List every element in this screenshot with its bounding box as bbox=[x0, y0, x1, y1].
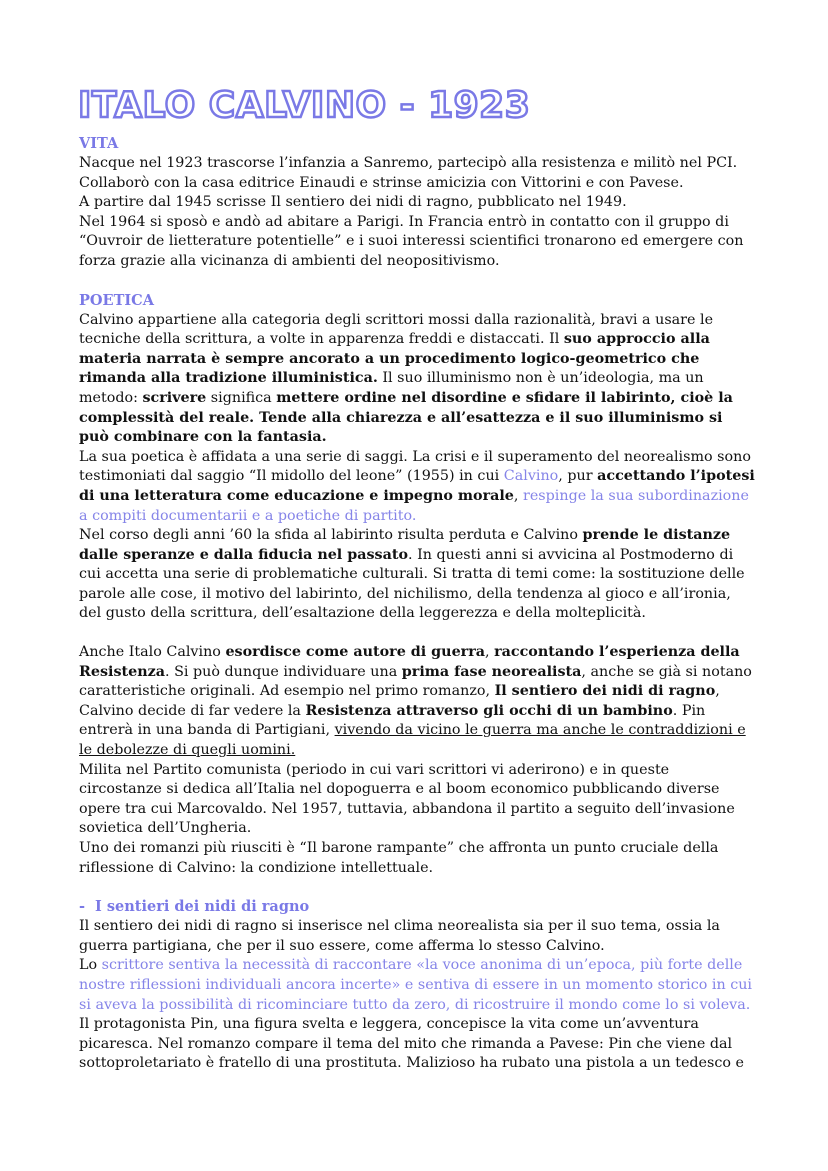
text-run: Nel corso degli anni ’60 la sfida al labirinto risulta perduta e Calvino bbox=[79, 527, 583, 544]
vita-line: Nacque nel 1923 trascorse l’infanzia a Sanremo, partecipò alla resistenza e militò nel PCI. bbox=[79, 155, 738, 171]
poetica-paragraph bbox=[79, 448, 755, 526]
text-run: Calvino appartiene alla categoria degli scrittori mossi dalla razionalità, bravi a usare le tecniche della scrittura, a volte in apparenza freddi e distaccati. Il bbox=[79, 311, 714, 348]
bold-run: raccontando l’esperienza della Resistenza bbox=[79, 644, 740, 680]
bold-run: prende le distanze dalle speranze e dalla fiducia nel passato bbox=[79, 527, 731, 563]
section-heading-label: I sentieri dei nidi di ragno bbox=[95, 898, 310, 916]
text-run: significa bbox=[206, 389, 277, 406]
poetica-paragraph: Uno dei romanzi più riusciti è “Il barone rampante” che affronta un punto cruciale della riflessione di Calvino: la condizione intellettuale. bbox=[79, 840, 719, 876]
vita-line: Collaborò con la casa editrice Einaudi e strinse amicizia con Vittorini e con Pavese. bbox=[79, 174, 684, 191]
highlight-run: respinge la sua subordinazione a compiti documentarii e a poetiche di partito. bbox=[79, 487, 749, 524]
text-run: , bbox=[513, 487, 523, 504]
bold-run: Resistenza attraverso gli occhi di un bambino bbox=[305, 702, 673, 719]
page-title: ITALO CALVINO - 1923 bbox=[78, 85, 531, 126]
bold-run: scrivere bbox=[142, 389, 207, 406]
text-run: , anche se già si notano caratteristiche originali. Ad esempio nel primo romanzo, bbox=[79, 663, 752, 700]
sentieri-paragraph bbox=[79, 956, 755, 1015]
poetica-paragraph bbox=[79, 526, 755, 624]
poetica-paragraph bbox=[79, 643, 755, 761]
text-run: Il suo illuminismo non è un’ideologia, ma un metodo: bbox=[79, 370, 704, 406]
vita-line: Nel 1964 si sposò e andò ad abitare a Parigi. In Francia entrò in contatto con il gruppo di “Ouvroir de lietterature potentielle” e i suoi interessi scientifici tronarono ed emergere con forza grazie alla vicinanza di ambienti del neopositivismo. bbox=[79, 213, 744, 269]
text-run: , pur bbox=[558, 468, 598, 485]
highlight-run: scrittore sentiva la necessità di raccontare «la voce anonima di un’epoca, più forte delle nostre riflessioni individuali ancora incerte» e sentiva di essere in un momento storico in cui si aveva la possibilità di ricominciare tutto da zero, di ricostruire il mondo come lo si voleva. bbox=[79, 957, 752, 1013]
bullet-dash: - bbox=[79, 899, 86, 916]
poetica-paragraph: Milita nel Partito comunista (periodo in cui vari scrittori vi aderirono) e in queste circostanze si dedica all’Italia nel dopoguerra e al boom economico pubblicando diverse opere tra cui Marcovaldo. Nel 1957, tuttavia, abbandona il partito a seguito dell’invasione sovietica dell’Ungheria. bbox=[79, 761, 735, 837]
text-run: , Calvino decide di far vedere la bbox=[79, 683, 720, 719]
text-run: , bbox=[485, 644, 495, 661]
sentieri-paragraph: Il sentiero dei nidi di ragno si inserisce nel clima neorealista sia per il suo tema, ossia la guerra partigiana, che per il suo essere, come afferma lo stesso Calvino. bbox=[79, 918, 720, 954]
text-run: Anche Italo Calvino bbox=[79, 644, 226, 661]
text-run: . In questi anni si avvicina al Postmoderno di cui accetta una serie di problematiche culturali. Si tratta di temi come: la sostituzione delle parole alle cose, il motivo del labirinto, del nichilismo, della tendenza al gioco e all’ironia, del gusto della scrittura, dell’esaltazione della leggerezza e della molteplicità. bbox=[79, 546, 745, 622]
section-heading-vita: VITA bbox=[79, 135, 119, 152]
highlight-run: Calvino bbox=[503, 468, 559, 485]
bold-run: prima fase neorealista bbox=[401, 663, 582, 680]
vita-line: A partire dal 1945 scrisse Il sentiero dei nidi di ragno, pubblicato nel 1949. bbox=[79, 194, 627, 211]
text-run: . Pin entrerà in una banda di Partigiani, bbox=[79, 702, 706, 739]
document-body bbox=[79, 134, 755, 1074]
sentieri-paragraph: Il protagonista Pin, una figura svelta e leggera, concepisce la vita come un’avventura picaresca. Nel romanzo compare il tema del mito che rimanda a Pavese: Pin che viene dal sottoproletariato è fratello di una prostituta. Malizioso ha rubato una pistola a un tedesco e bbox=[79, 1016, 744, 1072]
section-heading-poetica: POETICA bbox=[79, 291, 154, 309]
bold-run: esordisce come autore di guerra bbox=[225, 644, 485, 661]
bold-run: suo approccio alla materia narrata è sempre ancorato a un procedimento logico-geometrico che rimanda alla tradizione illuministica. bbox=[79, 331, 710, 387]
text-run: . Si può dunque individuare una bbox=[164, 663, 402, 680]
bold-run: Il sentiero dei nidi di ragno bbox=[494, 683, 716, 700]
bold-run: mettere ordine nel disordine e sfidare il labirinto, cioè la complessità del reale. Tende alla chiarezza e all’esattezza e il suo illuminismo si può combinare con la fantasia. bbox=[79, 389, 733, 446]
text-run: La sua poetica è affidata a una serie di saggi. La crisi e il superamento del neorealismo sono testimoniati dal saggio “Il midollo del leone” (1955) in cui bbox=[79, 448, 751, 485]
bold-run: accettando l’ipotesi di una letteratura come educazione e impegno morale bbox=[79, 468, 755, 504]
poetica-paragraph bbox=[79, 311, 755, 448]
section-heading-sentieri bbox=[79, 897, 755, 917]
text-run: Lo bbox=[79, 957, 102, 974]
underline-run: vivendo da vicino le guerra ma anche le contraddizioni e le debolezze di quegli uomini. bbox=[79, 722, 746, 759]
